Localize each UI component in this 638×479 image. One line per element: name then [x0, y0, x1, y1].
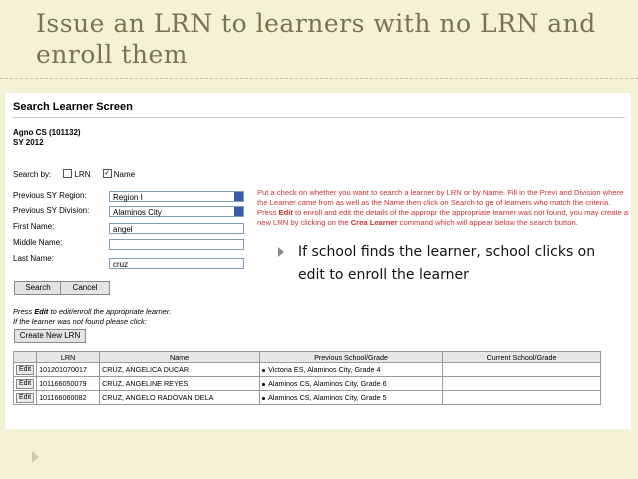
bullet-icon — [262, 383, 265, 386]
prev-school-cell — [260, 391, 443, 405]
lrn-option-label: LRN — [74, 170, 91, 179]
school-year: SY 2012 — [13, 138, 44, 147]
search-by-label: Search by: — [13, 170, 52, 179]
lrn-checkbox[interactable] — [63, 169, 72, 178]
edit-cell — [14, 363, 37, 377]
hint-text-1: Put a check on whether you want to search a learner by LRN or by Name. Fill in the Previ and Division where the Learner came from as well as the Name then click on Search to ge of learners who match the criteria. Press — [257, 188, 624, 217]
not-found-instruction: If the learner was not found please click: — [13, 317, 147, 326]
name-cell: CRUZ, ANGELINE REYES — [100, 377, 260, 391]
bullet-arrow-icon — [278, 247, 284, 257]
last-name-label: Last Name: — [13, 254, 54, 263]
edit-cell — [14, 377, 37, 391]
column-header-lrn: LRN — [37, 352, 100, 363]
name-checkbox[interactable]: ✓ — [104, 170, 111, 178]
create-new-lrn-button[interactable]: Create New LRN — [14, 329, 86, 343]
edit-instruction-word: Edit — [34, 307, 49, 316]
name-option-label: Name — [113, 170, 136, 179]
middle-name-field[interactable] — [109, 239, 244, 250]
search-instructions — [257, 188, 631, 228]
lrn-cell: 101166060082 — [37, 391, 100, 405]
first-name-field[interactable] — [109, 223, 244, 234]
edit-button[interactable]: Edit — [16, 393, 34, 403]
lrn-cell: 101201070017 — [37, 363, 100, 377]
prev-division-label: Previous SY Division: — [13, 206, 90, 215]
curr-school-cell — [443, 377, 601, 391]
cancel-button[interactable]: Cancel — [60, 281, 110, 295]
search-by-row — [13, 170, 135, 179]
prev-school-text: Alaminos CS, Alaminos City, Grade 5 — [268, 393, 387, 402]
prev-region-value: Region I — [113, 193, 143, 202]
hint-text-3: command which will appear below the search button. — [397, 218, 578, 227]
learner-results-table — [13, 351, 601, 405]
edit-instruction-prefix: Press — [13, 307, 35, 316]
prev-division-value: Alaminos City — [113, 208, 162, 217]
prev-school-cell — [260, 377, 443, 391]
title-divider — [0, 78, 638, 79]
school-name: Agno CS (101132) — [13, 128, 81, 137]
name-cell: CRUZ, ANGELICA DUCAR — [100, 363, 260, 377]
edit-cell — [14, 391, 37, 405]
bullet-icon — [262, 369, 265, 372]
slide-bullet — [278, 241, 608, 287]
corner-arrow-icon — [32, 451, 39, 463]
prev-school-text: Victoria ES, Alaminos City, Grade 4 — [268, 365, 381, 374]
table-row — [14, 391, 601, 405]
table-header-row — [14, 352, 601, 363]
name-cell: CRUZ, ANGELO RADOVAN DELA — [100, 391, 260, 405]
prev-school-cell — [260, 363, 443, 377]
first-name-label: First Name: — [13, 222, 55, 231]
edit-column-header — [14, 352, 37, 363]
table-row — [14, 363, 601, 377]
hint-text-2: to enroll and edit the details of the appropr the appropriate learner was not found, you may create a new LRN by clicking on the — [257, 208, 629, 227]
slide-title: Issue an LRN to learners with no LRN and enroll them — [36, 9, 596, 69]
table-row — [14, 377, 601, 391]
heading-divider — [13, 117, 625, 118]
search-button[interactable]: Search — [14, 281, 62, 295]
bullet-icon — [262, 397, 265, 400]
prev-division-select[interactable] — [109, 206, 244, 217]
first-name-value: angel — [113, 225, 133, 234]
column-header-prev-school: Previous School/Grade — [260, 352, 443, 363]
hint-edit-word: Edit — [278, 208, 293, 217]
last-name-field[interactable] — [109, 258, 244, 269]
last-name-value: cruz — [113, 260, 129, 269]
edit-instruction — [13, 307, 171, 316]
hint-create-word: Crea Learner — [350, 218, 398, 227]
curr-school-cell — [443, 391, 601, 405]
edit-button[interactable]: Edit — [16, 379, 34, 389]
middle-name-label: Middle Name: — [13, 238, 63, 247]
prev-region-label: Previous SY Region: — [13, 191, 87, 200]
screen-heading: Search Learner Screen — [13, 101, 133, 113]
prev-region-select[interactable] — [109, 191, 244, 202]
slide-bullet-text: If school finds the learner, school clicks on edit to enroll the learner — [298, 244, 596, 283]
edit-instruction-suffix: to edit/enroll the appropriate learner. — [48, 307, 172, 316]
column-header-name: Name — [100, 352, 260, 363]
lrn-cell: 101166050079 — [37, 377, 100, 391]
prev-school-text: Alaminos CS, Alaminos City, Grade 6 — [268, 379, 387, 388]
column-header-curr-school: Current School/Grade — [443, 352, 601, 363]
edit-button[interactable]: Edit — [16, 365, 34, 375]
curr-school-cell — [443, 363, 601, 377]
